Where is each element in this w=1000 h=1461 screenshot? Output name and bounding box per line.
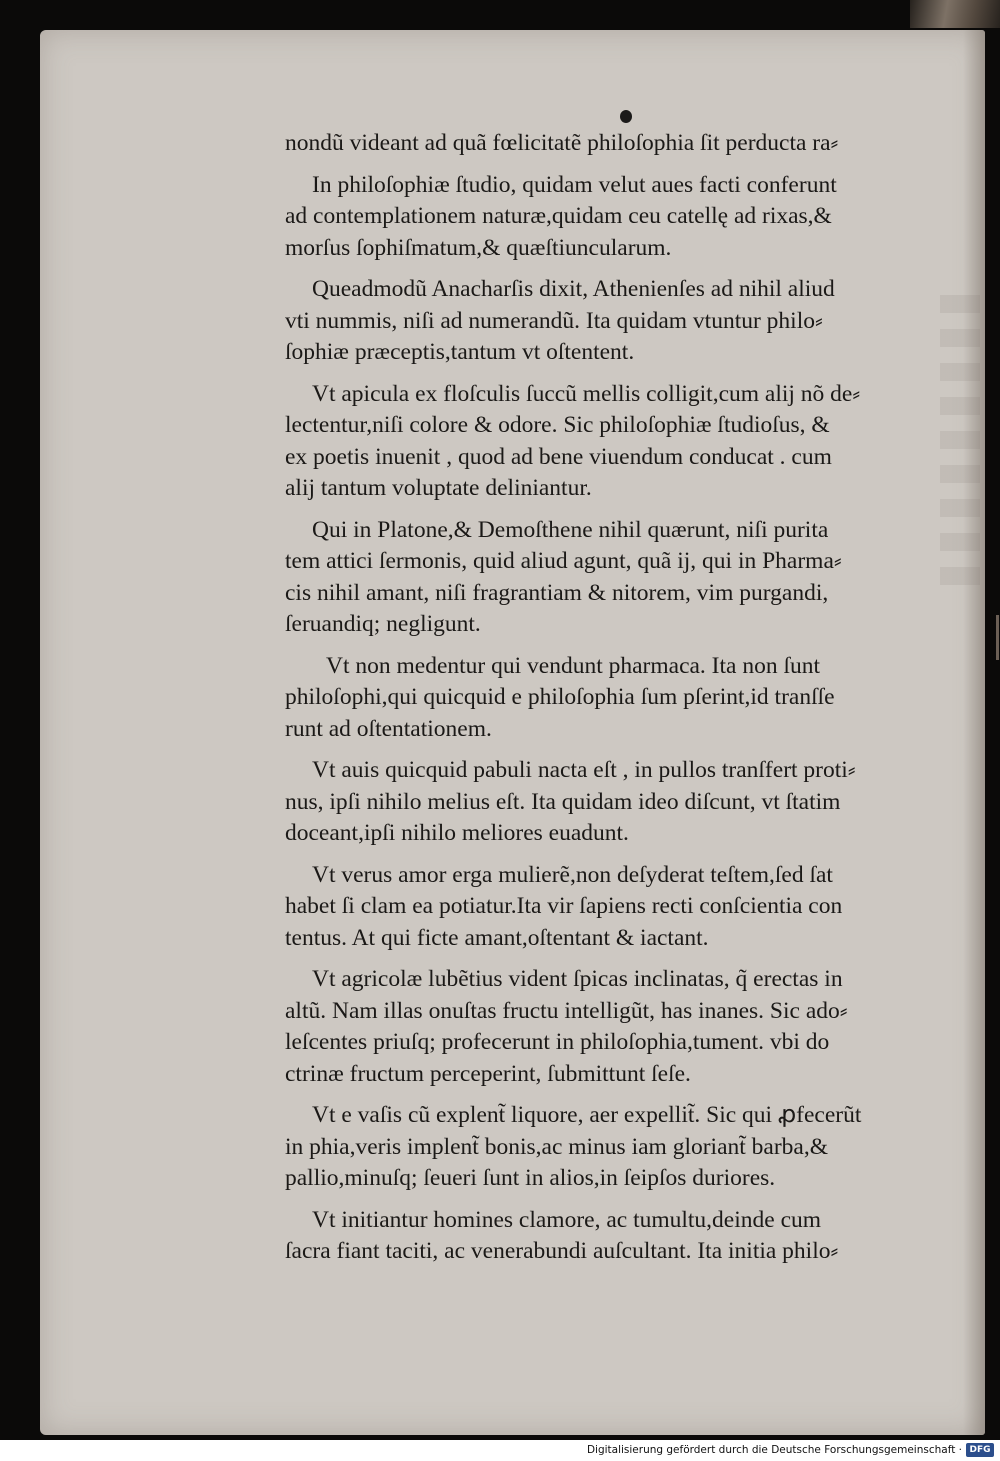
- text-line: lectentur,niſi colore & odore. Sic philoſophiæ ſtudioſus, &: [285, 412, 830, 438]
- text-line: leſcentes priuſq; profecerunt in philoſophia,tument. vbi do: [285, 1029, 830, 1055]
- text-line: Vt verus amor erga mulierẽ,non deſyderat teſtem,ſed ſat: [312, 861, 833, 888]
- text-line: ad contemplationem naturæ,quidam ceu catellę ad rixas,&: [285, 203, 832, 229]
- page-text: [285, 128, 955, 1268]
- text-line: vti nummis, niſi ad numerandũ. Ita quidam vtuntur philo⸗: [285, 307, 823, 334]
- text-line: Vt non medentur qui vendunt pharmaca. Ita non ſunt: [326, 652, 821, 679]
- text-line: Vt apicula ex floſculis ſuccũ mellis colligit,cum alij nõ de⸗: [312, 380, 861, 407]
- text-line: altũ. Nam illas onuſtas fructu intelligũt, has inanes. Sic ado⸗: [285, 997, 848, 1024]
- text-line: alij tantum voluptate deliniantur.: [285, 475, 592, 501]
- text-line: ctrinæ fructum perceperint, ſubmittunt ſeſe.: [285, 1060, 691, 1087]
- text-line: tem attici ſermonis, quid aliud agunt, quã ij, qui in Pharma⸗: [285, 548, 842, 574]
- signature-mark-icon: [620, 110, 632, 123]
- text-line: Vt e vaſis cũ explent̃ liquore, aer expellit̃. Sic qui ꝓfecerũt: [312, 1102, 862, 1128]
- text-line: Vt initiantur homines clamore, ac tumultu,deinde cum: [312, 1206, 822, 1233]
- text-line: ſeruandiq; negligunt.: [285, 611, 481, 637]
- text-line: morſus ſophiſmatum,& quæſtiuncularum.: [285, 234, 672, 261]
- text-line: ſacra fiant taciti, ac venerabundi auſcultant. Ita initia philo⸗: [285, 1238, 839, 1264]
- scan-edge-mark: [996, 615, 999, 660]
- text-line: cis nihil amant, niſi fragrantiam & nitorem, vim purgandi,: [285, 579, 829, 606]
- text-line: tentus. At qui ficte amant,oſtentant & iactant.: [285, 924, 709, 951]
- text-line: Vt agricolæ lubẽtius vident ſpicas inclinatas, q̃ erectas in: [312, 966, 843, 992]
- dfg-logo-icon: DFG: [966, 1443, 994, 1457]
- text-line: in phia,veris implent̃ bonis,ac minus iam gloriant̃ barba,&: [285, 1133, 829, 1160]
- text-line: philoſophi,qui quicquid e philoſophia ſum pſerint,id tranſſe: [285, 684, 835, 710]
- adjacent-page-corner: [910, 0, 1000, 28]
- text-line: nondũ videant ad quã fœlicitatẽ philoſophia ſit perducta ra⸗: [285, 130, 839, 156]
- page-edge-shadow: [963, 30, 985, 1435]
- text-line: doceant,ipſi nihilo meliores euadunt.: [285, 820, 629, 846]
- text-line: Vt auis quicquid pabuli nacta eſt , in pullos tranſfert proti⸗: [312, 757, 856, 783]
- text-line: ex poetis inuenit , quod ad bene viuendum conducat . cum: [285, 443, 832, 470]
- footer-credit: Digitalisierung gefördert durch die Deutsche Forschungsgemeinschaft ·: [586, 1444, 962, 1456]
- text-line: ſophiæ præceptis,tantum vt oſtentent.: [285, 339, 635, 365]
- text-line: pallio,minuſq; ſeueri ſunt in alios,in ſeipſos duriores.: [285, 1165, 776, 1191]
- text-line: Queadmodũ Anacharſis dixit, Athenienſes ad nihil aliud: [312, 276, 835, 302]
- text-line: runt ad oſtentationem.: [285, 715, 492, 742]
- text-line: Qui in Platone,& Demoſthene nihil quærunt, niſi purita: [312, 516, 829, 543]
- text-line: habet ſi clam ea potiatur.Ita vir ſapiens recti conſcientia con: [285, 893, 843, 919]
- text-line: nus, ipſi nihilo melius eſt. Ita quidam ideo diſcunt, vt ſtatim: [285, 788, 841, 815]
- text-line: In philoſophiæ ſtudio, quidam velut aues facti conferunt: [312, 171, 837, 198]
